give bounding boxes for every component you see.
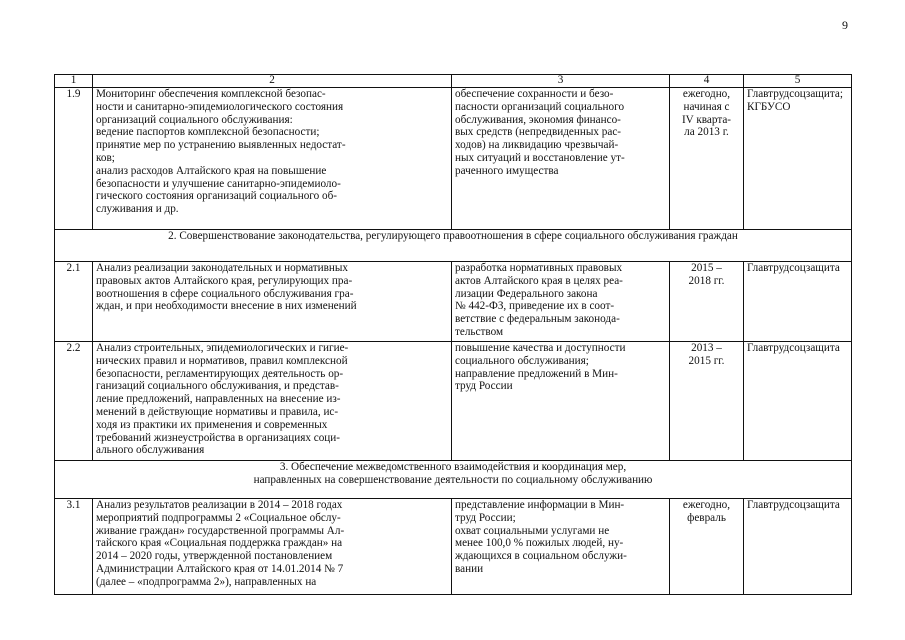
result-cell (452, 499, 670, 595)
result-line: вых средств (непредвиденных рас- (455, 126, 622, 139)
activity-line: Анализ результатов реализации в 2014 – 2018 годах (96, 499, 343, 511)
result-line: разработка нормативных правовых (455, 262, 623, 274)
activity-line: воотношения в сфере социального обслуживания гра- (96, 287, 354, 300)
result-line: труд России (455, 380, 513, 393)
result-line: ждающихся в социальном обслужи- (455, 550, 627, 563)
term-line: февраль (687, 511, 726, 524)
activity-line: ждан, и при необходимости внесение в них изменений (96, 300, 357, 313)
column-header-3: 3 (452, 75, 670, 88)
activity-line: гического состояния организаций социального об- (96, 190, 337, 203)
result-line: обслуживания, экономия финансо- (455, 113, 621, 126)
row-number: 3.1 (55, 499, 93, 595)
activity-cell (93, 342, 452, 461)
row-number: 1.9 (55, 88, 93, 230)
result-line: социального обслуживания; (455, 354, 589, 367)
activity-line: анализ расходов Алтайского края на повышение (96, 164, 327, 177)
activity-line: менений в действующие нормативы и правила, ис- (96, 405, 339, 418)
row-number: 2.2 (55, 342, 93, 461)
result-line: раченного имущества (455, 164, 559, 177)
executor-line: Главтрудсоцзащита (747, 342, 840, 354)
column-header-4: 4 (670, 75, 744, 88)
result-line: ных ситуаций и восстановление ут- (455, 151, 625, 164)
activity-line: служивания и др. (96, 203, 179, 216)
term-line: ла 2013 г. (684, 126, 729, 139)
section-heading-line: 3. Обеспечение межведомственного взаимодействия и координация мер, (279, 461, 627, 473)
activity-cell (93, 262, 452, 342)
result-line: ветствие с федеральным законода- (455, 313, 620, 326)
activity-line: Мониторинг обеспечения комплексной безопас- (96, 88, 326, 100)
term-line: 2015 гг. (688, 354, 725, 367)
term-line: 2013 – (691, 342, 722, 354)
activity-line: ности и санитарно-эпидемиологического состояния (96, 100, 344, 113)
term-line: начиная с (683, 100, 730, 113)
section-heading-line: направленных на совершенствование деятельности по социальному обслуживанию (253, 473, 653, 486)
table-row (55, 262, 852, 342)
section-row (55, 461, 852, 499)
activity-line: требований жизнеустройства в организациях соци- (96, 431, 340, 444)
page-number: 9 (842, 18, 848, 32)
column-header-5: 5 (744, 75, 852, 88)
activity-line: ков; (96, 151, 115, 164)
result-cell (452, 342, 670, 461)
activity-line: Анализ строительных, эпидемиологических и гигие- (96, 342, 349, 354)
table-row (55, 88, 852, 230)
activity-line: мероприятий подпрограммы 2 «Социальное обслу- (96, 511, 341, 524)
term-cell (670, 499, 744, 595)
activity-cell (93, 499, 452, 595)
table-header-row (55, 75, 852, 88)
result-line: обеспечение сохранности и безо- (455, 88, 614, 100)
result-line: тельством (455, 325, 504, 338)
activity-line: ходя из практики их применения и современных (96, 418, 328, 431)
section-heading (55, 230, 852, 262)
activity-line: правовых актов Алтайского края, регулирующих пра- (96, 274, 353, 287)
term-line: IV кварта- (681, 113, 732, 126)
section-row (55, 230, 852, 262)
row-number: 2.1 (55, 262, 93, 342)
activity-line: тайского края «Социальная поддержка граждан» на (96, 537, 343, 550)
term-line: 2018 гг. (688, 274, 725, 287)
activity-line: 2014 – 2020 годы, утвержденной постановлением (96, 550, 333, 563)
activity-line: ального обслуживания (96, 444, 205, 457)
column-header-2: 2 (93, 75, 452, 88)
executor-line: Главтрудсоцзащита (747, 262, 840, 274)
result-line: лизации Федерального закона (455, 287, 598, 300)
table-row (55, 342, 852, 461)
executor-cell (744, 88, 852, 230)
result-line: пасности организаций социального (455, 100, 625, 113)
executor-line: КГБУСО (747, 100, 791, 113)
result-line: труд России; (455, 511, 516, 524)
plan-table (54, 74, 852, 595)
executor-line: Главтрудсоцзащита (747, 499, 840, 511)
term-line: ежегодно, (682, 88, 731, 100)
section-heading-line: 2. Совершенствование законодательства, регулирующего правоотношения в сфере социального обслуживания граждан (168, 230, 738, 242)
result-line: ходов) на ликвидацию чрезвычай- (455, 139, 619, 152)
activity-line: ление предложений, направленных на внесение из- (96, 393, 341, 406)
activity-line: принятие мер по устранению выявленных недостат- (96, 139, 346, 152)
activity-line: ганизаций социального обслуживания, и представ- (96, 380, 339, 393)
result-cell (452, 262, 670, 342)
result-line: направление предложений в Мин- (455, 367, 618, 380)
term-cell (670, 262, 744, 342)
term-line: 2015 – (691, 262, 722, 274)
executor-line: Главтрудсоцзащита; (747, 88, 843, 100)
result-line: вании (455, 562, 484, 575)
column-header-1: 1 (55, 75, 93, 88)
activity-line: Анализ реализации законодательных и нормативных (96, 262, 349, 274)
section-heading (55, 461, 852, 499)
executor-cell (744, 342, 852, 461)
table-row (55, 499, 852, 595)
executor-cell (744, 262, 852, 342)
result-line: охват социальными услугами не (455, 524, 610, 537)
activity-line: Администрации Алтайского края от 14.01.2014 № 7 (96, 562, 344, 575)
result-line: актов Алтайского края в целях реа- (455, 274, 623, 287)
executor-cell (744, 499, 852, 595)
activity-line: безопасности и улучшение санитарно-эпидемиоло- (96, 177, 341, 190)
result-cell (452, 88, 670, 230)
activity-cell (93, 88, 452, 230)
activity-line: нических правил и нормативов, правил комплексной (96, 354, 348, 367)
activity-line: (далее – «подпрограмма 2»), направленных на (96, 575, 317, 588)
term-cell (670, 342, 744, 461)
result-line: повышение качества и доступности (455, 342, 626, 354)
term-line: ежегодно, (682, 499, 731, 511)
activity-line: ведение паспортов комплексной безопасности; (96, 126, 320, 139)
result-line: представление информации в Мин- (455, 499, 625, 511)
result-line: № 442-ФЗ, приведение их в соот- (455, 300, 615, 313)
term-cell (670, 88, 744, 230)
activity-line: безопасности, регламентирующих деятельность ор- (96, 367, 344, 380)
activity-line: живание граждан» государственной программы Ал- (96, 524, 345, 537)
activity-line: организаций социального обслуживания: (96, 113, 293, 126)
result-line: менее 100,0 % пожилых людей, ну- (455, 537, 624, 550)
